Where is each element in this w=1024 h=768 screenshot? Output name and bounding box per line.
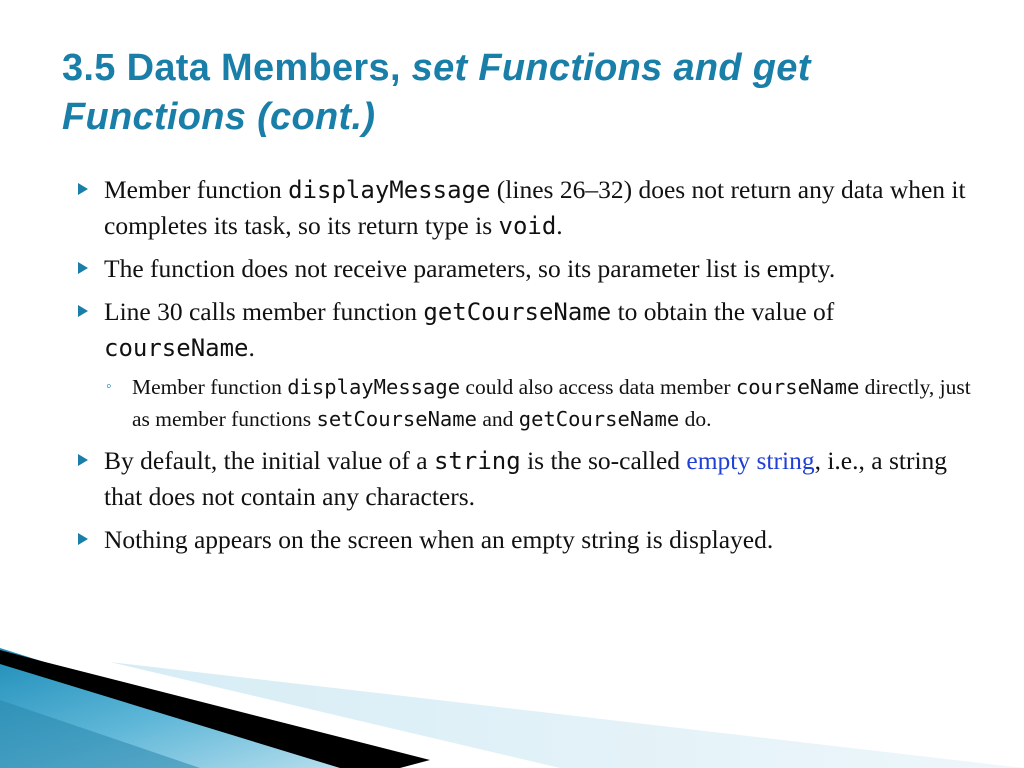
sub-bullet-text-5: do. xyxy=(679,407,712,431)
bullet-4-text-1: By default, the initial value of a xyxy=(104,446,434,475)
sub-bullet-text-2: could also access data member xyxy=(460,375,736,399)
bullet-3-text-2: to obtain the value of xyxy=(611,297,835,326)
bullet-3-code-1: getCourseName xyxy=(423,298,612,326)
sub-bullet-text-3: directly, just as member functions xyxy=(132,375,971,431)
circle-bullet-icon: ◦ xyxy=(106,378,112,395)
sub-bullet-code-2: courseName xyxy=(735,375,860,399)
title-part-1: 3.5 Data Members, xyxy=(62,47,412,89)
bullet-1-text-3: . xyxy=(556,211,563,240)
bullet-4-text-3: , i.e., a string that does not contain any characters. xyxy=(104,446,948,511)
bullet-1-text-2: (lines 26–32) does not return any data when it completes its task, so its return type is xyxy=(104,175,966,240)
bullet-1-text-1: Member function xyxy=(104,175,289,204)
sub-bullet-text-4: and xyxy=(476,407,519,431)
sub-bullet-code-1: displayMessage xyxy=(287,375,461,399)
bullet-5-text-1: Nothing appears on the screen when an empty string is displayed. xyxy=(104,525,774,554)
sub-bullet-text-1: Member function xyxy=(132,375,288,399)
sub-bullet-code-4: getCourseName xyxy=(518,407,680,431)
bullet-1-code-2: void xyxy=(498,212,557,240)
bullet-3-text-3: . xyxy=(248,333,255,362)
empty-string-link[interactable]: empty string xyxy=(686,446,815,475)
bullet-4-code-1: string xyxy=(433,447,521,475)
bullet-2-text-1: The function does not receive parameters, so its parameter list is empty. xyxy=(104,254,836,283)
title-part-2: set Functions and get Functions (cont.) xyxy=(62,47,811,138)
sub-bullet-code-3: setCourseName xyxy=(316,407,477,431)
bullet-3-code-2: courseName xyxy=(104,334,249,362)
bullet-3-text-1: Line 30 calls member function xyxy=(104,297,424,326)
bullet-4-text-2: is the so-called xyxy=(520,446,687,475)
bullet-1-code-1: displayMessage xyxy=(288,176,491,204)
